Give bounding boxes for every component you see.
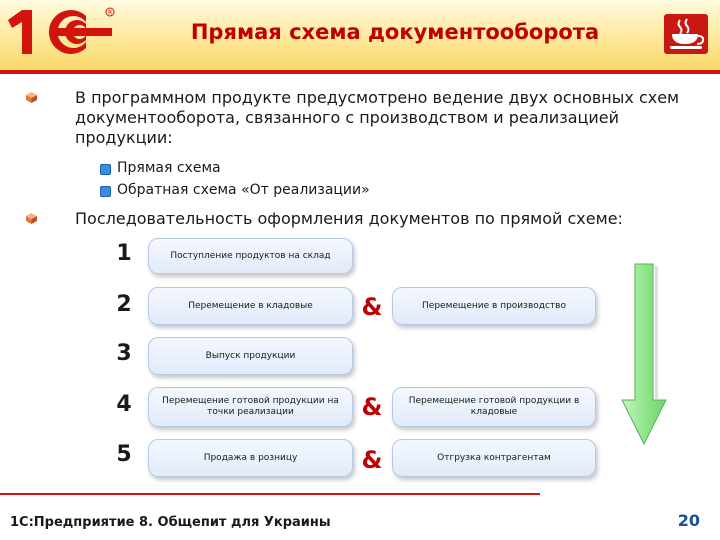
page-number: 20 [677,511,700,530]
orange-cube-bullet-icon [26,92,37,103]
footer-product-name: 1С:Предприятие 8. Общепит для Украины [10,515,331,530]
ampersand-connector: & [361,393,383,421]
step-number: 2 [116,292,132,317]
footer-divider [0,493,540,495]
step-box: Поступление продуктов на склад [148,238,353,274]
blue-square-bullet-icon [100,164,111,175]
step-box-right: Отгрузка контрагентам [392,439,596,477]
step-number: 5 [116,442,132,467]
step-box-right: Перемещение готовой продукции в кладовые [392,387,596,427]
bullet-text-sequence: Последовательность оформления документов по прямой схеме: [75,209,623,228]
ampersand-connector: & [361,446,383,474]
step-box: Выпуск продукции [148,337,353,375]
header-divider [0,70,720,74]
step-box: Продажа в розницу [148,439,353,477]
step-number: 4 [116,392,132,417]
step-number: 3 [116,341,132,366]
bullet-text-schemes: В программном продукте предусмотрено ведение двух основных схем документооборота, связанного с производством и реализацией продукции: [75,88,680,147]
step-box: Перемещение готовой продукции на точки реализации [148,387,353,427]
blue-square-bullet-icon [100,186,111,197]
coffee-cup-icon [664,14,708,54]
down-arrow-icon [618,262,668,448]
step-box-right: Перемещение в производство [392,287,596,325]
step-number: 1 [116,241,132,266]
step-box: Перемещение в кладовые [148,287,353,325]
svg-text:R: R [108,9,113,17]
slide-title: Прямая схема документооборота [190,20,600,44]
1c-logo [4,6,116,58]
sub-item-reverse: Обратная схема «От реализации» [117,182,370,198]
ampersand-connector: & [361,293,383,321]
orange-cube-bullet-icon [26,213,37,224]
sub-item-direct: Прямая схема [117,160,221,176]
